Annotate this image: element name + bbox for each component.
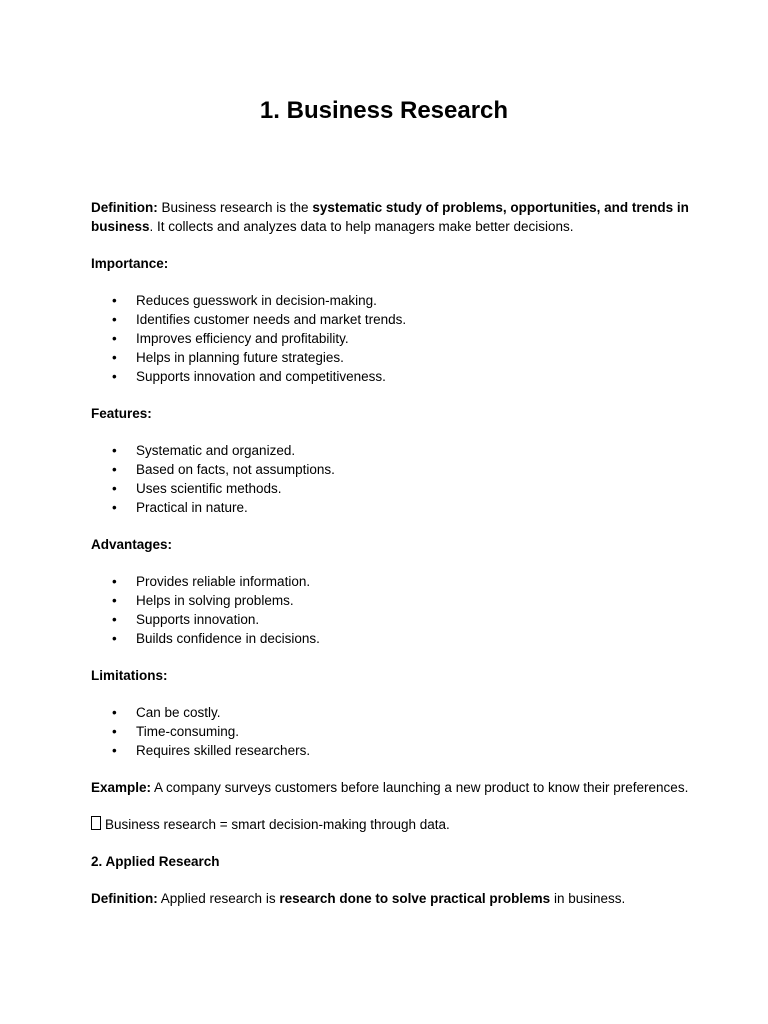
summary-text: Business research = smart decision-making through data. — [105, 817, 450, 832]
list-item: • Practical in nature. — [91, 498, 691, 517]
list-item: • Supports innovation. — [91, 610, 691, 629]
list-item: • Identifies customer needs and market trends. — [91, 310, 691, 329]
example-text: A company surveys customers before launching a new product to know their preferences. — [151, 780, 689, 795]
definition-paragraph — [91, 198, 691, 236]
list-item: • Reduces guesswork in decision-making. — [91, 291, 691, 310]
list-item: • Provides reliable information. — [91, 572, 691, 591]
applied-text-after: in business. — [550, 891, 626, 906]
list-item: • Requires skilled researchers. — [91, 741, 691, 760]
applied-definition-label: Definition: — [91, 891, 158, 906]
limitations-list — [91, 703, 691, 760]
advantages-list — [91, 572, 691, 648]
page-title: 1. Business Research — [259, 97, 509, 124]
importance-list — [91, 291, 691, 386]
list-item: • Improves efficiency and profitability. — [91, 329, 691, 348]
list-item: • Systematic and organized. — [91, 441, 691, 460]
list-item: • Supports innovation and competitiveness. — [91, 367, 691, 386]
definition-text-before: Business research is the — [157, 200, 313, 215]
applied-definition-paragraph — [91, 889, 691, 908]
list-item: • Can be costly. — [91, 703, 691, 722]
features-list — [91, 441, 691, 517]
list-item: • Helps in planning future strategies. — [91, 348, 691, 367]
advantages-heading: Advantages: — [91, 537, 173, 552]
definition-bold-text: systematic study of problems, opportunities, and trends in business — [91, 200, 689, 234]
list-item: • Based on facts, not assumptions. — [91, 460, 691, 479]
definition-text-after: . It collects and analyzes data to help managers make better decisions. — [149, 219, 574, 234]
applied-bold-text: research done to solve practical problems — [279, 891, 551, 906]
example-paragraph — [91, 778, 691, 797]
applied-text-before: Applied research is — [157, 891, 280, 906]
applied-research-heading: 2. Applied Research — [91, 854, 220, 869]
example-label: Example: — [91, 780, 152, 795]
importance-heading: Importance: — [91, 256, 169, 271]
document-body — [91, 198, 691, 908]
list-item: • Uses scientific methods. — [91, 479, 691, 498]
list-item: • Helps in solving problems. — [91, 591, 691, 610]
limitations-heading: Limitations: — [91, 668, 168, 683]
checkbox-icon — [91, 816, 101, 830]
definition-label: Definition: — [91, 200, 158, 215]
list-item: • Time-consuming. — [91, 722, 691, 741]
features-heading: Features: — [91, 406, 152, 421]
list-item: • Builds confidence in decisions. — [91, 629, 691, 648]
summary-line — [91, 815, 691, 834]
